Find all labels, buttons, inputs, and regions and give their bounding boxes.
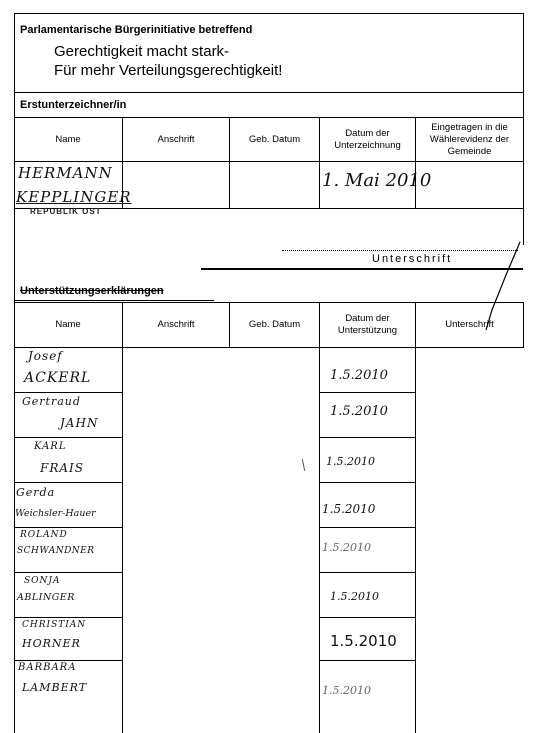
supporter-7-last-name: HORNER bbox=[22, 637, 81, 650]
first-signer-name-line-1: HERMANN bbox=[18, 164, 113, 182]
supporter-7-first-name: CHRISTIAN bbox=[22, 620, 87, 630]
supporter-3-date: 1.5.2010 bbox=[326, 455, 375, 468]
first-col-registered: Eingetragen in die Wählerevidenz der Gemeinde bbox=[429, 121, 510, 157]
supporter-2-last-name: JAHN bbox=[60, 416, 99, 430]
section-divider-1 bbox=[14, 92, 524, 93]
supporter-6-last-name: ABLINGER bbox=[17, 592, 75, 603]
supporter-5-first-name: ROLAND bbox=[20, 530, 68, 540]
supporter-5-date: 1.5.2010 bbox=[322, 541, 371, 554]
supporter-8-last-name: LAMBERT bbox=[22, 681, 88, 694]
support-col-support-date: Datum der Unterstützung bbox=[337, 313, 398, 336]
first-signer-section-label: Erstunterzeichner/in bbox=[20, 99, 127, 111]
supporter-4-date: 1.5.2010 bbox=[322, 502, 376, 516]
supporter-6-date: 1.5.2010 bbox=[330, 590, 379, 603]
first-col-birthdate: Geb. Datum bbox=[248, 133, 301, 145]
form-header-label: Parlamentarische Bürgerinitiative betreffend bbox=[20, 24, 253, 36]
supporter-2-date: 1.5.2010 bbox=[330, 404, 388, 419]
supporter-4-last-name: Weichsler-Hauer bbox=[15, 508, 96, 519]
supporter-3-last-name: FRAIS bbox=[40, 461, 84, 475]
supporter-4-first-name: Gerda bbox=[16, 486, 56, 499]
first-col-address: Anschrift bbox=[157, 133, 195, 145]
first-col-name: Name bbox=[55, 133, 81, 145]
supporter-1-first-name: Josef bbox=[28, 349, 63, 363]
supporter-6-first-name: SONJA bbox=[24, 576, 61, 586]
supporter-7-date: 1.5.2010 bbox=[330, 632, 397, 650]
stray-mark bbox=[302, 459, 305, 471]
support-col-birthdate: Geb. Datum bbox=[248, 319, 301, 330]
form-title-line-1: Gerechtigkeit macht stark- bbox=[54, 43, 230, 60]
first-signer-date: 1. Mai 2010 bbox=[322, 170, 432, 191]
supporter-2-first-name: Gertraud bbox=[22, 395, 81, 408]
official-stamp: REPUBLIK OST bbox=[30, 207, 102, 216]
supporter-8-first-name: BARBARA bbox=[18, 662, 77, 673]
supporter-1-date: 1.5.2010 bbox=[330, 368, 388, 383]
frame-top bbox=[14, 13, 524, 14]
supporter-5-last-name: SCHWANDNER bbox=[17, 546, 95, 556]
support-section-label: Unterstützungserklärungen bbox=[20, 285, 164, 297]
supporter-8-date: 1.5.2010 bbox=[322, 684, 371, 697]
support-col-signature: Unterschrift bbox=[445, 319, 494, 330]
form-title-line-2: Für mehr Verteilungsgerechtigkeit! bbox=[54, 62, 283, 79]
support-col-name: Name bbox=[55, 319, 81, 330]
signature-label: Unterschrift bbox=[372, 253, 453, 265]
first-col-signing-date: Datum der Unterzeichnung bbox=[334, 127, 401, 151]
supporter-1-last-name: ACKERL bbox=[24, 370, 92, 386]
frame-right-top bbox=[523, 13, 524, 245]
support-col-address: Anschrift bbox=[157, 319, 195, 330]
support-section-rule bbox=[14, 300, 214, 301]
supporter-3-first-name: KARL bbox=[34, 441, 67, 452]
first-signer-name-line-2: KEPPLINGER bbox=[16, 188, 132, 206]
